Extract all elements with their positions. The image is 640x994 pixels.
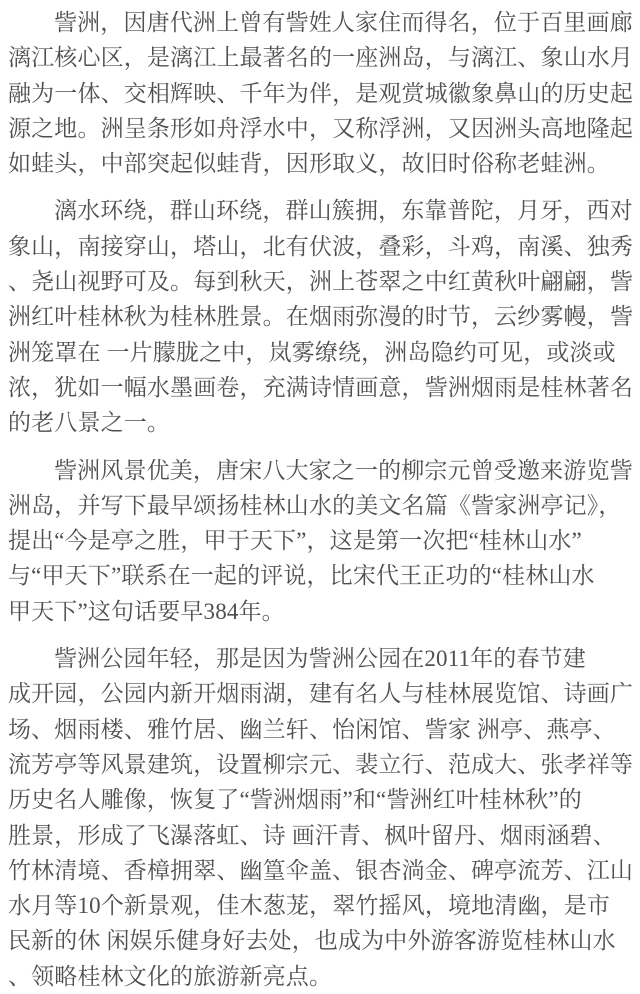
text-line: 的老八景之一。	[8, 410, 171, 436]
text-line: 如蛙头，中部突起似蛙背，因形取义，故旧时俗称老蛙洲。	[8, 151, 610, 177]
text-line: 洲笼罩在 一片朦胧之中，岚雾缭绕，洲岛隐约可见，或淡或	[8, 339, 616, 365]
text-line: 甲天下”这句话要早384年。	[8, 598, 285, 624]
text-line: 历史名人雕像，恢复了“訾洲烟雨”和“訾洲红叶桂林秋”的	[8, 787, 582, 813]
text-line: 场、烟雨楼、雅竹居、幽兰轩、怡闲馆、訾家 洲亭、燕亭、	[8, 716, 616, 742]
text-line: 竹林清境、香樟拥翠、幽篁伞盖、银杏淌金、碑亭流芳、江山	[8, 857, 634, 883]
text-line: 訾洲，因唐代洲上曾有訾姓人家住而得名，位于百里画廊	[54, 10, 633, 35]
paragraph-park	[8, 641, 632, 994]
text-line: 提出“今是亭之胜，甲于天下”，这是第一次把“桂林山水”	[8, 528, 582, 554]
paragraph-liu-zongyuan	[8, 453, 632, 629]
text-line: 訾洲公园年轻，那是因为訾洲公园在2011年的春节建	[54, 646, 586, 672]
text-line: 源之地。洲呈条形如舟浮水中，又称浮洲，又因洲头高地隆起	[8, 115, 634, 141]
text-line: 漓水环绕，群山环绕，群山簇拥，东靠普陀，月牙，西对	[54, 198, 633, 224]
text-line: 浓，犹如一幅水墨画卷，充满诗情画意，訾洲烟雨是桂林著名	[8, 374, 634, 400]
paragraph-island-origin	[8, 5, 632, 181]
text-line: 象山，南接穿山，塔山，北有伏波，叠彩，斗鸡，南溪、独秀	[8, 233, 634, 259]
text-line: 水月等10个新景观，佳木葱茏，翠竹摇风，境地清幽，是市	[8, 893, 611, 919]
text-line: 流芳亭等风景建筑，设置柳宗元、裴立行、范成大、张孝祥等	[8, 751, 634, 777]
text-line: 与“甲天下”联系在一起的评说，比宋代王正功的“桂林山水	[8, 563, 595, 589]
text-line: 漓江核心区，是漓江上最著名的一座洲岛，与漓江、象山水月	[8, 45, 634, 71]
text-line: 成开园，公园内新开烟雨湖，建有名人与桂林展览馆、诗画广	[8, 681, 634, 707]
text-line: 、尧山视野可及。每到秋天，洲上苍翠之中红黄秋叶翩翩，訾	[8, 269, 634, 295]
text-line: 洲红叶桂林秋为桂林胜景。在烟雨弥漫的时节，云纱雾幔，訾	[8, 304, 634, 330]
paragraph-scenery	[8, 193, 632, 440]
text-line: 、领略桂林文化的旅游新亮点。	[8, 963, 333, 989]
text-line: 洲岛，并写下最早颂扬桂林山水的美文名篇《訾家洲亭记》，	[8, 492, 622, 518]
text-line: 訾洲风景优美，唐宋八大家之一的柳宗元曾受邀来游览訾	[54, 457, 633, 483]
text-line: 民新的休 闲娱乐健身好去处，也成为中外游客游览桂林山水	[8, 928, 616, 954]
text-line: 胜景，形成了飞瀑落虹、诗 画汗青、枫叶留丹、烟雨涵碧、	[8, 822, 616, 848]
text-line: 融为一体、交相辉映、千年为伴，是观赏城徽象鼻山的历史起	[8, 80, 634, 106]
